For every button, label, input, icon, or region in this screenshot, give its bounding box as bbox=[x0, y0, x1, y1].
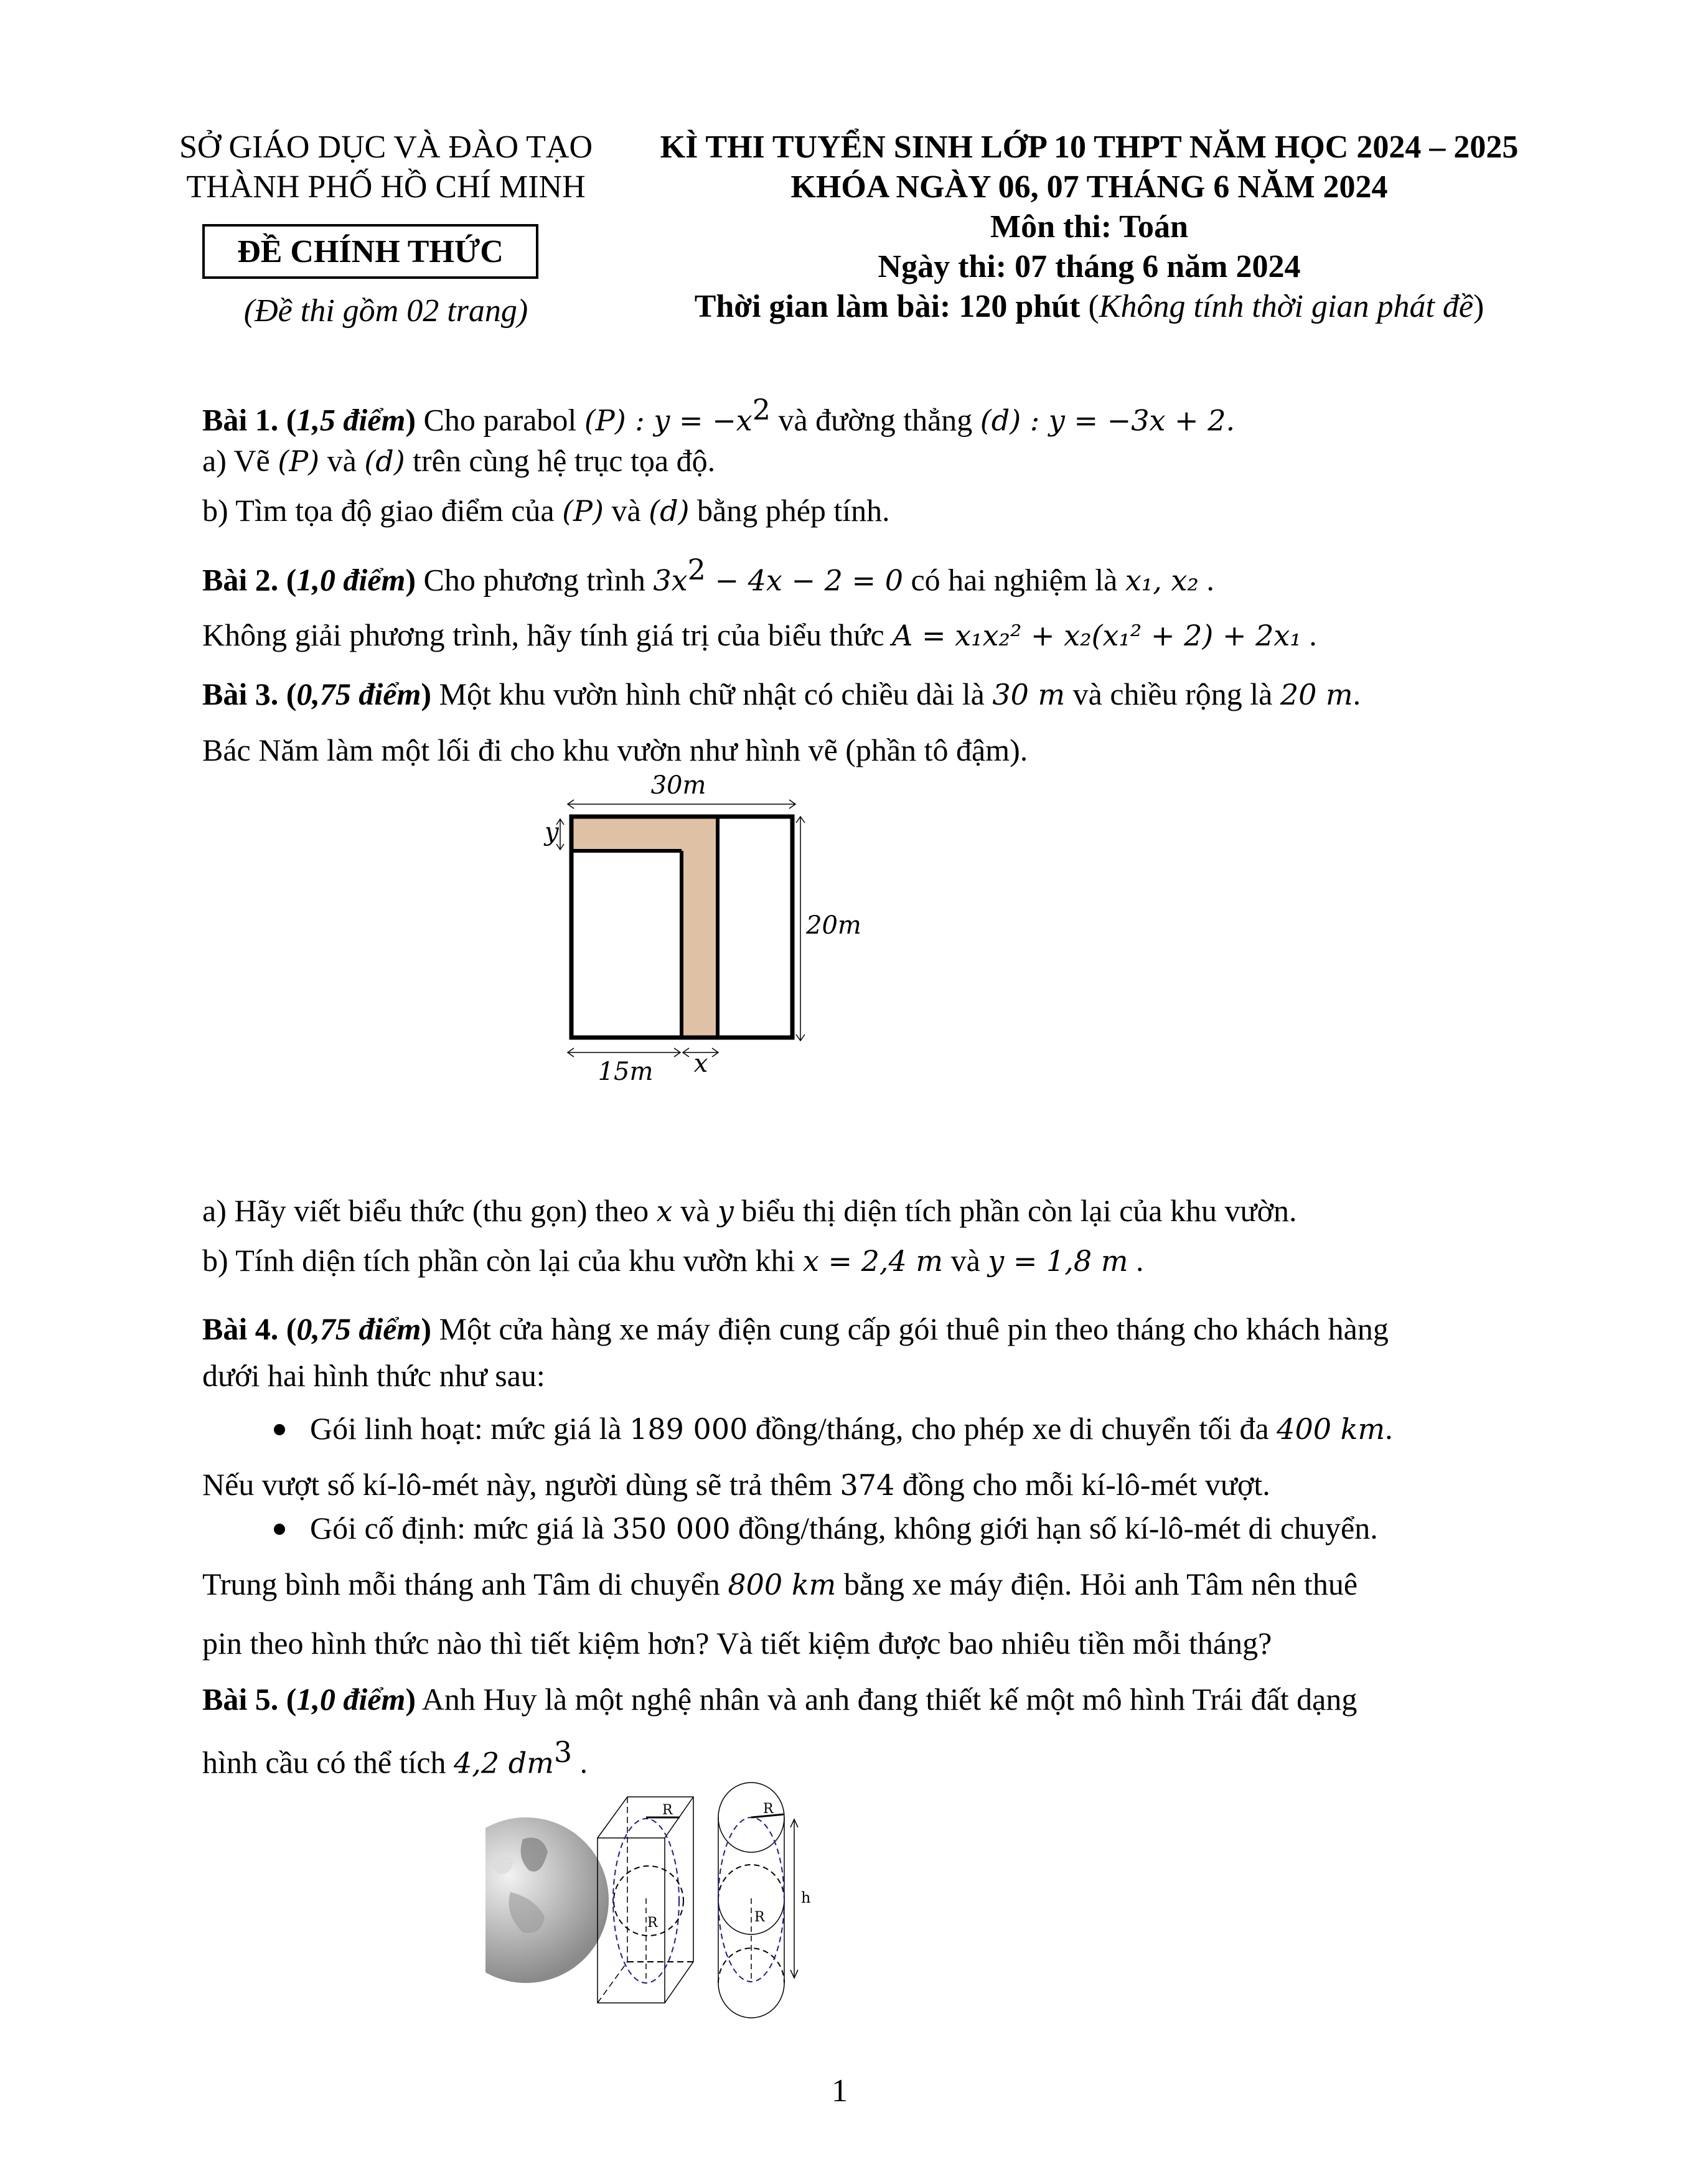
problem-5-points: 1,0 điểm bbox=[296, 1682, 406, 1717]
sphere-figures bbox=[485, 1780, 1295, 2041]
problem-1-points: 1,5 điểm bbox=[296, 402, 406, 438]
exam-title: KÌ THI TUYỂN SINH LỚP 10 THPT NĂM HỌC 2024 – 2025 bbox=[660, 129, 1519, 165]
plan-flexible: Gói linh hoạt: mức giá là 189 000 đồng/tháng, cho phép xe di chuyển tối đa 400 km. bbox=[274, 1410, 1393, 1448]
cylinder-center-radius-label: R bbox=[754, 1910, 765, 1925]
label-x: x bbox=[693, 1049, 708, 1078]
problem-4-question-2: pin theo hình thức nào thì tiết kiệm hơn? Và tiết kiệm được bao nhiêu tiền mỗi tháng? bbox=[202, 1626, 1272, 1661]
problem-3b: b) Tính diện tích phần còn lại của khu vườn khi x = 2,4 m và y = 1,8 m . bbox=[202, 1243, 1144, 1278]
problem-5-volume: hình cầu có thể tích 4,2 $dm^3$ . bbox=[202, 1735, 588, 1780]
problem-2-label: Bài 2. bbox=[202, 562, 279, 598]
exam-header bbox=[629, 128, 1550, 327]
problem-4-line-2: dưới hai hình thức như sau: bbox=[202, 1358, 545, 1393]
problem-1-statement: Bài 1. (1,5 điểm) Cho parabol (P) : $y = -x^2$ và đường thẳng (d) : y = −3x + 2. bbox=[202, 393, 1236, 438]
problem-3-label: Bài 3. bbox=[202, 677, 279, 711]
problem-3-points: 0,75 điểm bbox=[296, 677, 421, 711]
label-width: 20m bbox=[806, 911, 861, 940]
authority-line-2: THÀNH PHỐ HỒ CHÍ MINH bbox=[186, 169, 586, 205]
authority-line-1: SỞ GIÁO DỤC VÀ ĐÀO TẠO bbox=[179, 129, 593, 165]
label-15m: 15m bbox=[598, 1057, 654, 1086]
label-y: y bbox=[545, 818, 559, 846]
problem-2-task: Không giải phương trình, hãy tính giá trị của biểu thức A = x₁x₂² + x₂(x₁² + 2) + 2x₁ . bbox=[202, 617, 1317, 652]
problem-5-statement: Bài 5. (1,0 điểm) Anh Huy là một nghệ nhân và anh đang thiết kế một mô hình Trái đất dạng bbox=[202, 1682, 1357, 1717]
cylinder-radius-label: R bbox=[763, 1801, 774, 1817]
page-count-note: (Đề thi gồm 02 trang) bbox=[243, 293, 528, 329]
box-radius-label: R bbox=[662, 1802, 673, 1818]
duration-note: Không tính thời gian phát đề bbox=[1099, 289, 1473, 324]
plan-fixed: Gói cố định: mức giá là 350 000 đồng/tháng, không giới hạn số kí-lô-mét di chuyển. bbox=[274, 1509, 1378, 1547]
exam-subject: Môn thi: Toán bbox=[990, 209, 1188, 245]
problem-4-question-1: Trung bình mỗi tháng anh Tâm di chuyển 800 km bằng xe máy điện. Hỏi anh Tâm nên thuê bbox=[202, 1567, 1358, 1601]
sphere-in-box-diagram bbox=[598, 1797, 693, 2003]
vertical-path bbox=[682, 817, 718, 1038]
exam-session: KHÓA NGÀY 06, 07 THÁNG 6 NĂM 2024 bbox=[790, 169, 1388, 205]
garden-diagram bbox=[529, 766, 1183, 1201]
problem-4-label: Bài 4. bbox=[202, 1311, 279, 1346]
label-length: 30m bbox=[650, 771, 706, 800]
problem-4-overage: Nếu vượt số kí-lô-mét này, người dùng sẽ trả thêm 374 đồng cho mỗi kí-lô-mét vượt. bbox=[202, 1467, 1270, 1502]
official-exam-badge bbox=[202, 224, 538, 279]
problem-5-label: Bài 5. bbox=[202, 1682, 279, 1717]
earth-globe-image bbox=[485, 1817, 609, 1983]
issuing-authority bbox=[156, 128, 616, 207]
problem-3-path-note: Bác Năm làm một lối đi cho khu vườn như hình vẽ (phần tô đậm). bbox=[202, 733, 1028, 767]
expression-A: A = x₁x₂² + x₂(x₁² + 2) + 2x₁ bbox=[892, 619, 1301, 652]
problem-4-statement: Bài 4. (0,75 điểm) Một cửa hàng xe máy điện cung cấp gói thuê pin theo tháng cho khách hàng bbox=[202, 1311, 1389, 1346]
problem-3a: a) Hãy viết biểu thức (thu gọn) theo x và y biểu thị diện tích phần còn lại của khu vườn. bbox=[202, 1193, 1297, 1228]
exam-duration: Thời gian làm bài: 120 phút (Không tính thời gian phát đề) bbox=[694, 289, 1484, 324]
sphere-in-cylinder-diagram bbox=[718, 1783, 798, 2018]
exam-date: Ngày thi: 07 tháng 6 năm 2024 bbox=[878, 249, 1301, 284]
problem-2-points: 1,0 điểm bbox=[296, 562, 406, 598]
problem-1a: a) Vẽ (P) và (d) trên cùng hệ trục tọa độ. bbox=[202, 443, 716, 478]
box-center-radius-label: R bbox=[647, 1915, 658, 1931]
cylinder-height-label: h bbox=[801, 1889, 811, 1906]
page-number: 1 bbox=[832, 2073, 848, 2109]
problem-2-statement: Bài 2. (1,0 điểm) Cho phương trình $3x^2 - 4x - 2 = 0$ có hai nghiệm là x₁, x₂ . bbox=[202, 553, 1214, 598]
official-label: ĐỀ CHÍNH THỨC bbox=[237, 233, 504, 269]
problem-3-statement: Bài 3. (0,75 điểm) Một khu vườn hình chữ nhật có chiều dài là 30 m và chiều rộng là 20 m. bbox=[202, 677, 1361, 711]
problem-4-points: 0,75 điểm bbox=[296, 1311, 421, 1346]
problem-1b: b) Tìm tọa độ giao điểm của (P) và (d) bằng phép tính. bbox=[202, 493, 890, 528]
bullet-icon bbox=[274, 1424, 285, 1435]
bullet-icon bbox=[274, 1524, 285, 1535]
problem-1-label: Bài 1. bbox=[202, 402, 279, 438]
